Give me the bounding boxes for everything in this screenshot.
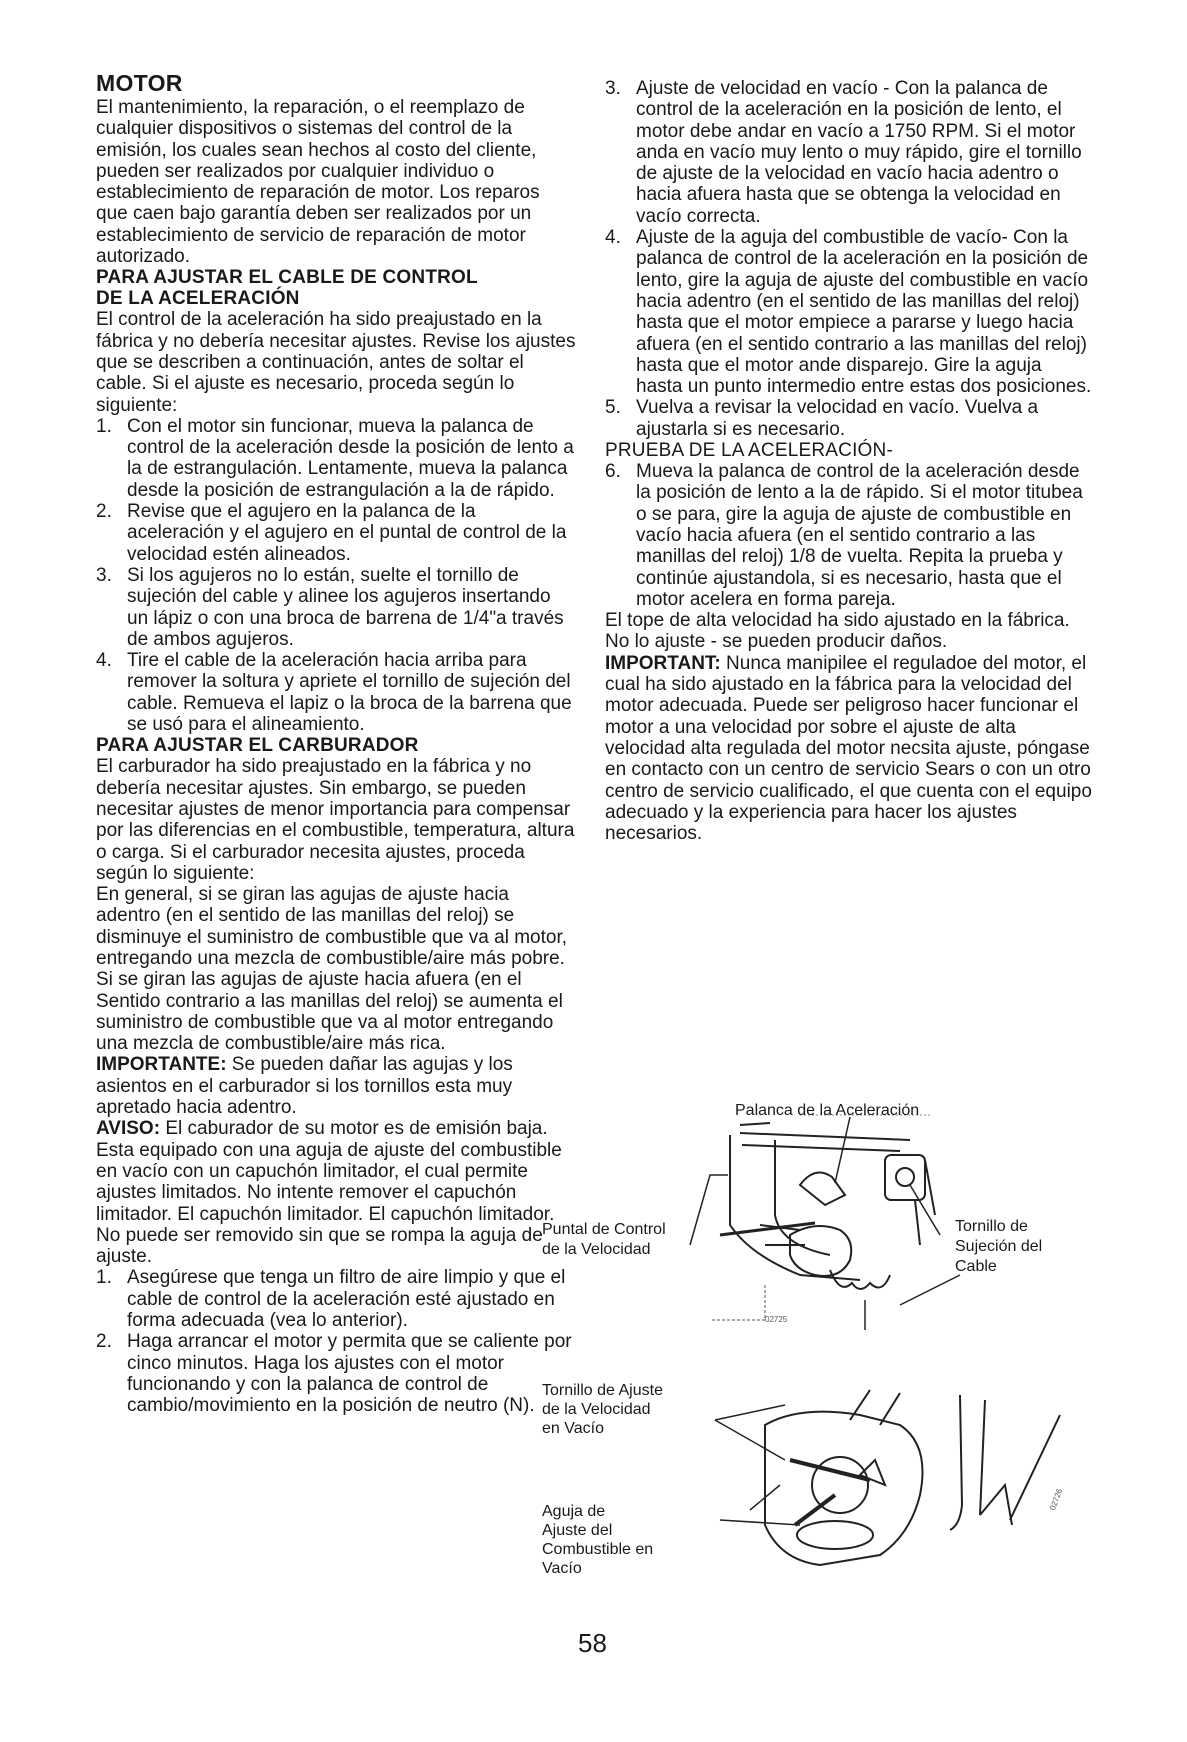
- list-item: [96, 565, 576, 650]
- step-text: Haga arrancar el motor y permita que se caliente por cinco minutos. Haga los ajustes con el motor funcionando y con la palanca de control de cambio/movimiento en la posición de neutro (N).: [127, 1331, 572, 1417]
- step-number: 3.: [605, 78, 621, 99]
- step-text: Ajuste de velocidad en vacío - Con la palanca de control de la aceleración en la posición de lento, el motor debe andar en vacío a 1750 RPM. Si el motor anda en vacío muy lento o muy rápido, gire el tornillo de ajuste de la velocidad en vacío hacia adentro o hacia afuera hasta que se obtenga la velocidad en vacío correcta.: [636, 78, 1082, 227]
- cable-heading-line2: DE LA ACELERACIÓN: [96, 288, 300, 310]
- cable-clamp: [885, 1155, 925, 1200]
- cable-heading-line1: PARA AJUSTAR EL CABLE DE CONTROL: [96, 267, 478, 289]
- needle-label-line3: Combustible en: [542, 1541, 654, 1558]
- cable-paragraph: El control de la aceleración ha sido preajustado en la fábrica y no debería necesitar ajustes. Revise los ajustes que se describen a continuación, antes de soltar el cable. Si el ajuste es necesario, proceda según lo siguiente:: [96, 309, 576, 416]
- left-column: [96, 70, 576, 1417]
- list-item: [605, 461, 1093, 610]
- list-item: [96, 416, 576, 501]
- lever-label: Palanca de la Aceleración: [735, 1102, 920, 1119]
- list-item: [96, 1267, 576, 1331]
- screw-label-line2: Sujeción del: [955, 1238, 1043, 1255]
- list-item: [96, 650, 576, 735]
- step-number: 2.: [96, 1331, 112, 1353]
- step-number: 5.: [605, 397, 621, 419]
- carburetor-figure: [542, 1382, 1080, 1615]
- carb-paragraph-1: El carburador ha sido preajustado en la fábrica y no debería necesitar ajustes. Sin embargo, se pueden necesitar ajustes de menor importancia para compensar por las diferencias en el combustible, temperatura, altura o carga. Si el carburador necesita ajustes, proceda según lo siguiente:: [96, 756, 575, 884]
- step-number: 6.: [605, 461, 621, 483]
- step-text: Vuelva a revisar la velocidad en vacío. Vuelva a ajustarla si es necesario.: [636, 397, 1039, 440]
- step-text: Revise que el agujero en la palanca de la aceleración y el agujero en el puntal de control de la velocidad estén alineados.: [127, 501, 567, 565]
- step-number: 1.: [96, 1267, 112, 1289]
- step-text: Con el motor sin funcionar, mueva la palanca de control de la aceleración desde la posición de lento a la de estrangulación. Lentamente, mueva la palanca desde la posición de estrangulación a la de rápido.: [127, 415, 574, 501]
- figure-code: 02726: [1048, 1487, 1065, 1512]
- page-number: 58: [578, 1628, 607, 1658]
- strut-label-line1: Puntal de Control: [542, 1221, 666, 1238]
- needle-label-line1: Aguja de: [542, 1503, 606, 1520]
- importante-label: IMPORTANTE:: [96, 1054, 227, 1076]
- list-item: [605, 78, 1093, 227]
- carburetor-body: [765, 1412, 923, 1565]
- figure-code: 02725: [765, 1315, 788, 1324]
- throttle-lever: [800, 1173, 845, 1206]
- list-item: [96, 501, 576, 565]
- control-rod: [740, 1123, 910, 1151]
- aviso-label: AVISO:: [96, 1118, 161, 1140]
- importante-text: Se pueden dañar las agujas y los asientos en el carburador si los tornillos esta muy apretado hacia adentro.: [96, 1054, 513, 1119]
- idle-screw-label-line3: en Vacío: [542, 1420, 604, 1437]
- needle-label-line4: Vacío: [542, 1560, 582, 1577]
- step-text: Ajuste de la aguja del combustible de vacío- Con la palanca de control de la aceleración en la posición de lento, gire la aguja de ajuste del combustible en vacío hacia adentro (en el sentido de las manillas del reloj) hasta que el motor empiece a pararse y luego hacia afuera (en el sentido contrario a las manillas del reloj) hasta que el motor ande disparejo. Gire la aguja hasta un punto intermedio entre estas dos posiciones.: [636, 227, 1092, 398]
- right-column: [605, 78, 1093, 844]
- step-number: 2.: [96, 501, 112, 523]
- step-text: Si los agujeros no lo están, suelte el tornillo de sujeción del cable y alinee los agujeros insertando un lápiz o con una broca de barrena de 1/4"a través de ambos agujeros.: [127, 564, 564, 650]
- prueba-heading: PRUEBA DE LA ACELERACIÓN-: [605, 440, 893, 462]
- idle-screw-label-line2: de la Velocidad: [542, 1401, 651, 1418]
- importante-note: [96, 1054, 576, 1118]
- aviso-note: [96, 1118, 576, 1267]
- motor-heading: MOTOR: [96, 70, 183, 96]
- carb-heading: PARA AJUSTAR EL CARBURADOR: [96, 735, 419, 757]
- motor-paragraph: El mantenimiento, la reparación, o el reemplazo de cualquier dispositivos o sistemas del control de la emisión, los cuales sean hechos al costo del cliente, pueden ser realizados por cualquier individuo o establecimiento de reparación de motor. Los reparos que caen bajo garantía deben ser realizados por un establecimiento de servicio de reparación de motor autorizado.: [96, 97, 540, 268]
- strut-label-line2: de la Velocidad: [542, 1241, 651, 1258]
- needle-label-line2: Ajuste del: [542, 1522, 613, 1539]
- step-number: 1.: [96, 415, 112, 437]
- hand-drawing: [790, 1226, 851, 1276]
- step-text: Tire el cable de la aceleración hacia arriba para remover la soltura y apriete el tornillo de sujeción del cable. Remueva el lapiz o la broca de la barrena que se usó para el alineamiento.: [127, 650, 572, 736]
- carburetor-drawing: [600, 1385, 1080, 1615]
- step-text: Mueva la palanca de control de la aceleración desde la posición de lento a la de rápido. Si el motor titubea o se para, gire la aguja de ajuste de combustible en vacío hacia afuera (en el sentido contrario a las manillas del reloj) 1/8 de vuelta. Repita la prueba y continúe ajustandola, si es necesario, hasta que el motor acelera en forma pareja.: [636, 461, 1083, 610]
- idle-screw-label-line1: Tornillo de Ajuste: [542, 1382, 663, 1399]
- important-note: [605, 653, 1093, 845]
- list-item: [605, 227, 1093, 397]
- list-item: [605, 397, 1093, 440]
- step-number: 4.: [605, 227, 621, 249]
- step-number: 3.: [96, 564, 112, 586]
- carb-paragraph-2: En general, si se giran las agujas de ajuste hacia adentro (en el sentido de las manillas del reloj) se disminuye el suministro de combustible que va al motor, entregando una mezcla de combustible/aire más pobre. Si se giran las agujas de ajuste hacia afuera (en el Sentido contrario a las manillas del reloj) se aumenta el suministro de combustible que va al motor entregando una mezcla de combustible/aire más rica.: [96, 884, 568, 1055]
- important-text: Nunca manipilee el reguladoe del motor, el cual ha sido ajustado en la fábrica para la velocidad del motor adecuada. Puede ser peligroso hacer funcionar el motor a una velocidad por sobre el ajuste de alta velocidad alta regulada del motor necsita ajuste, póngase en contacto con un centro de servicio Sears o con un otro centro de servicio cualificado, el que cuenta con el equipo adecuado y la experiencia para hacer los ajustes necesarios.: [605, 652, 1092, 845]
- screw-label-line1: Tornillo de: [955, 1218, 1028, 1235]
- screw-label-line3: Cable: [955, 1258, 997, 1275]
- step-text: Asegúrese que tenga un filtro de aire limpio y que el cable de control de la aceleración esté ajustado en forma adecuada (vea lo anterior).: [127, 1267, 566, 1332]
- clamp-screw: [896, 1168, 914, 1186]
- list-item: [96, 1331, 576, 1416]
- tope-paragraph: El tope de alta velocidad ha sido ajustado en la fábrica. No lo ajuste - se pueden producir daños.: [605, 610, 1070, 653]
- step-number: 4.: [96, 650, 112, 672]
- aviso-text: El caburador de su motor es de emisión baja. Esta equipado con una aguja de ajuste del combustible en vacío con un capuchón limitador, el cual permite ajustes limitados. No intente remover el capuchón limitador. El capuchón limitador. El capuchón limitador. No puede ser removido sin que se rompa la aguja de ajuste.: [96, 1118, 562, 1268]
- throttle-control-figure: [542, 1102, 1100, 1350]
- important-label: IMPORTANT:: [605, 652, 721, 674]
